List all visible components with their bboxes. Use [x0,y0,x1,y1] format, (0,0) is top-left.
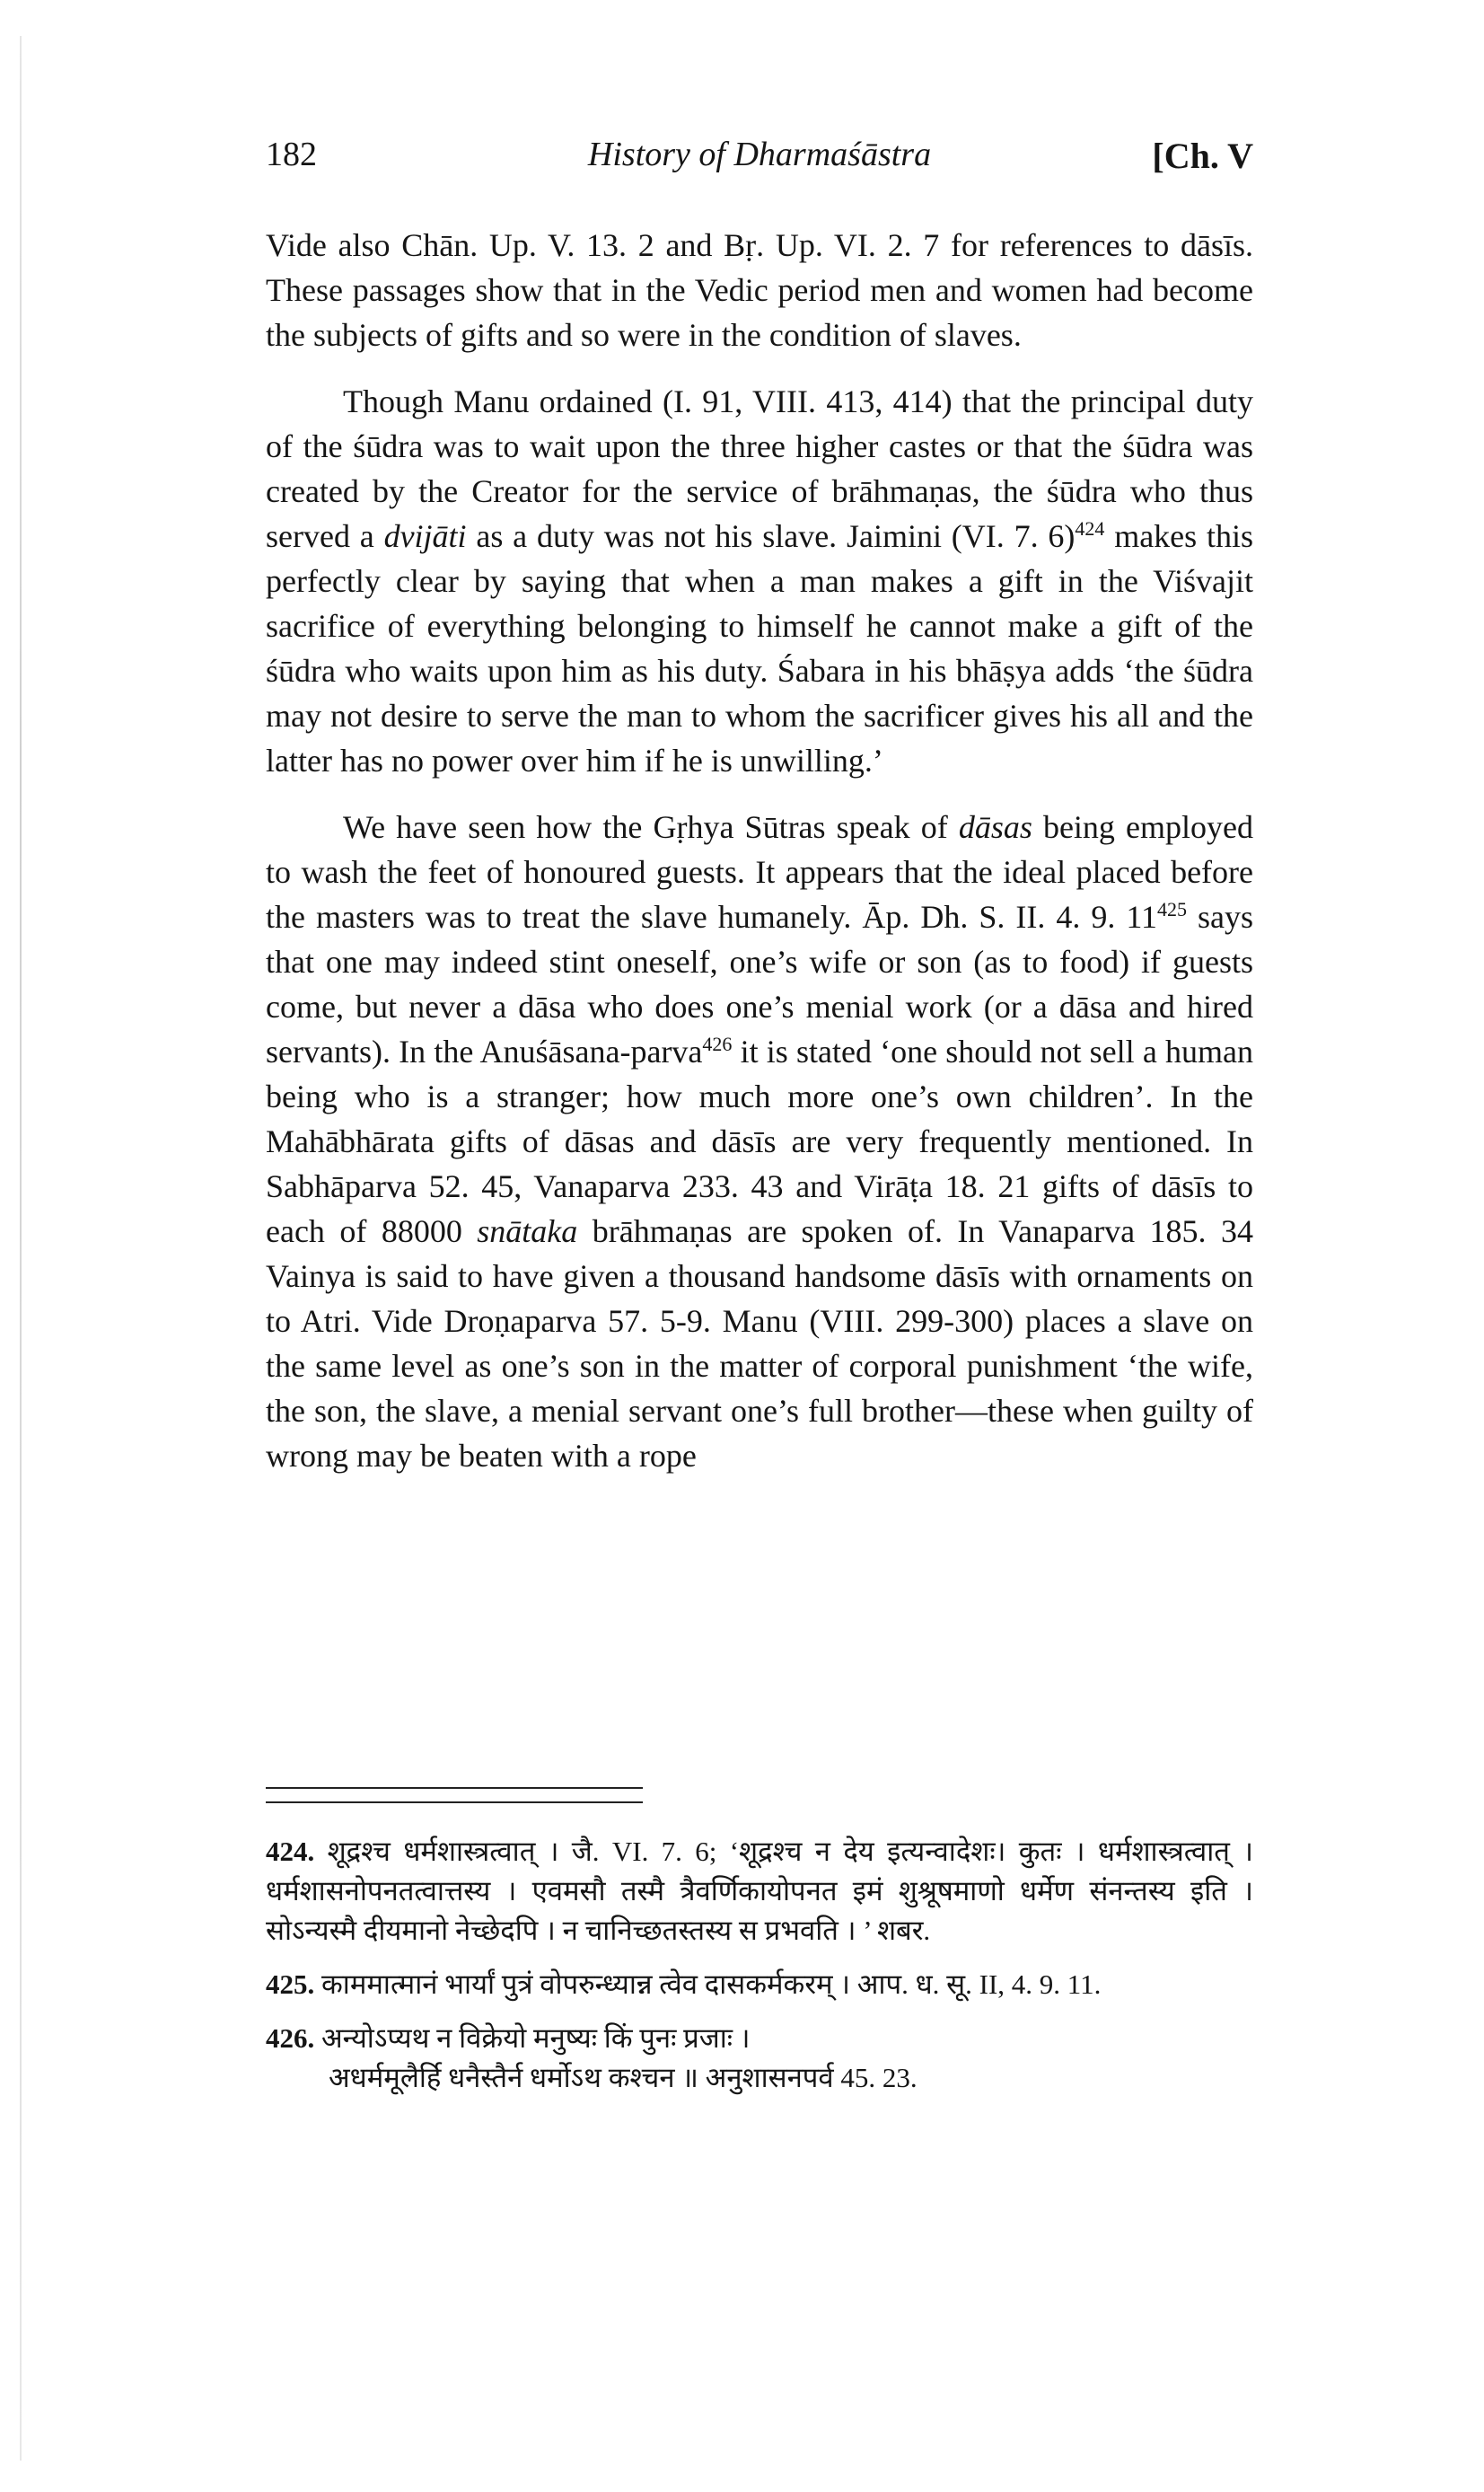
footnote-number: 426. [266,2022,315,2054]
italic-term-dasas: dāsas [958,809,1032,845]
footnote-text: काममात्मानं भार्यां पुत्रं वोपरुन्ध्यान्न त्वेव दासकर्मकरम् । आप. ध. सू. II, 4. 9. 11. [321,1968,1102,2000]
footnote-424 [266,1832,1253,1950]
paragraph-3-text-d: it is stated ‘one should not sell a human being who is a stranger; how much more one’s own children’. In the Mahābhārata gifts of dāsas and dāsīs are very frequently mentioned. In Sabhāparva 52. 45, Vanaparva 233. 43 and Virāṭa 18. 21 gifts of dāsīs to each of 88000 [266,1034,1253,1249]
footnote-425 [266,1965,1253,2004]
footnote-text: शूद्रश्च धर्मशास्त्रत्वात् । जै. VI. 7. 6; ‘शूद्रश्च न देय इत्यन्वादेशः। कुतः । धर्मशास्त्रत्वात् । धर्मशासनोपनतत्वात्तस्य । एवमसौ तस्मै त्रैवर्णिकायोपनत इमं शुश्रूषमाणो धर्मेण संनन्तस्य इति । सोऽन्यस्मै दीयमानो नेच्छेदपि । न चानिच्छतस्तस्य स प्रभवति । ’ शबर. [266,1836,1253,1946]
main-text [266,223,1253,1500]
italic-term-dvijati: dvijāti [383,518,467,554]
scan-edge-shadow [20,36,22,2461]
paragraph-3-text-c: says that one may indeed stint oneself, one’s wife or son (as to food) if guests come, but never a dāsa who does one’s menial work (or a dāsa and hired servants). In the Anuśāsana-parva [266,899,1254,1070]
footnote-number: 424. [266,1836,315,1867]
footnote-ref-424[interactable]: 424 [1075,517,1105,540]
paragraph-3-text-a: We have seen how the Gṛhya Sūtras speak of [343,809,959,845]
chapter-label: [Ch. V [1152,136,1253,176]
paragraph-3 [266,805,1253,1478]
footnotes [266,1832,1253,2112]
footnote-number: 425. [266,1968,315,2000]
paragraph-3-text-b: being employed to wash the feet of honoured guests. It appears that the ideal placed before the masters was to treat the slave humanely. Āp. Dh. S. II. 4. 9. 11 [266,809,1253,935]
footnote-ref-426[interactable]: 426 [702,1033,733,1055]
footnote-text-line-2: अधर्ममूलैर्हि धनैस्तैर्न धर्मोऽथ कश्चन ॥ अनुशासनपर्व 45. 23. [329,2062,918,2093]
paragraph-3-text-e: brāhmaṇas are spoken of. In Vanaparva 185. 34 Vainya is said to have given a thousand handsome dāsīs with ornaments on to Atri. Vide Droṇaparva 57. 5-9. Manu (VIII. 299-300) places a slave on the same level as one’s son in the matter of corporal punishment ‘the wife, the son, the slave, a menial servant one’s full brother—these when guilty of wrong may be beaten with a rope [266,1213,1253,1474]
running-title: History of Dharmaśāstra [587,136,932,173]
footnote-text: अन्योऽप्यथ न विक्रेयो मनुष्यः किं पुनः प्रजाः । [321,2022,751,2054]
footnote-ref-425[interactable]: 425 [1157,898,1188,920]
paragraph-2-text-c: makes this perfectly clear by saying that when a man makes a gift in the Viśvajit sacrifice of everything belonging to himself he cannot make a gift of the śūdra who waits upon him as his duty. Śabara in his bhāṣya adds ‘the śūdra may not desire to serve the man to whom the sacrificer gives his all and the latter has no power over him if he is unwilling.’ [266,518,1253,779]
footnote-426 [266,2019,1253,2098]
footnote-divider [266,1787,643,1803]
paragraph-2 [266,379,1253,783]
page-header [266,135,1253,189]
paragraph-2-text-a: Though Manu ordained (I. 91, VIII. 413, 414) that the principal duty of the śūdra was to wait upon the three higher castes or that the śūdra was created by the Creator for the service of brāhmaṇas, the śūdra who thus served a [266,383,1253,554]
italic-term-snataka: snātaka [477,1213,578,1249]
paragraph-1-text: Vide also Chān. Up. V. 13. 2 and Bṛ. Up. VI. 2. 7 for references to dāsīs. These passages show that in the Vedic period men and women had become the subjects of gifts and so were in the condition of slaves. [266,227,1253,353]
page-number: 182 [266,136,317,173]
paragraph-1 [266,223,1253,357]
paragraph-2-text-b: as a duty was not his slave. Jaimini (VI. 7. 6) [466,518,1076,554]
